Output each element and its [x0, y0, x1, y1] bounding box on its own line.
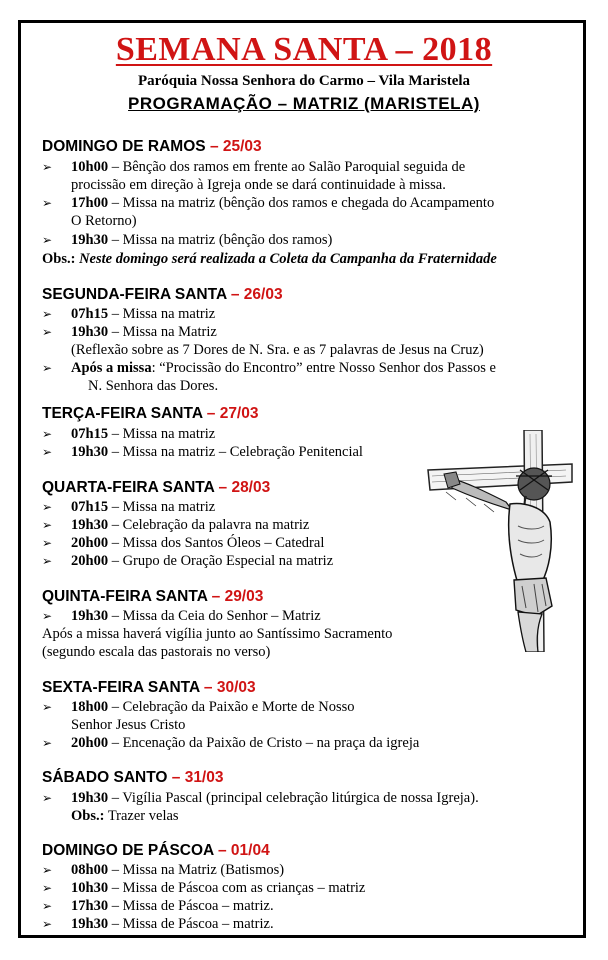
list-item-continuation: N. Senhora das Dores.: [88, 378, 219, 394]
list-item: ➢ 17h00 – Missa na matriz (bênção dos ramos e chegada do Acampamento: [42, 195, 495, 211]
arrow-bullet-icon: ➢: [42, 160, 53, 174]
list-item-continuation: (Reflexão sobre as 7 Dores de N. Sra. e as 7 palavras de Jesus na Cruz): [71, 342, 484, 358]
arrow-bullet-icon: ➢: [42, 445, 53, 459]
list-item: ➢ 19h30 – Missa na matriz – Celebração Penitencial: [42, 444, 363, 460]
note-text: (segundo escala das pastorais no verso): [42, 644, 271, 660]
arrow-bullet-icon: ➢: [42, 736, 53, 750]
day-heading-domingo-ramos: [42, 138, 262, 156]
list-item: ➢ 19h30 – Missa na Matriz: [42, 324, 217, 340]
arrow-bullet-icon: ➢: [42, 863, 53, 877]
list-item: ➢ 20h00 – Encenação da Paixão de Cristo – na praça da igreja: [42, 735, 420, 751]
arrow-bullet-icon: ➢: [42, 700, 53, 714]
program-heading: PROGRAMAÇÃO – MATRIZ (MARISTELA): [128, 94, 480, 113]
arrow-bullet-icon: ➢: [42, 917, 53, 931]
list-item-continuation: procissão em direção à Igreja onde se dará continuidade à missa.: [71, 177, 446, 193]
arrow-bullet-icon: ➢: [42, 899, 53, 913]
list-item-continuation: Senhor Jesus Cristo: [71, 717, 186, 733]
list-item: ➢ 10h30 – Missa de Páscoa com as crianças – matriz: [42, 880, 366, 896]
day-date: – 25/03: [209, 138, 262, 155]
list-item: ➢ 18h00 – Celebração da Paixão e Morte de Nosso: [42, 699, 355, 715]
arrow-bullet-icon: ➢: [42, 554, 53, 568]
arrow-bullet-icon: ➢: [42, 233, 53, 247]
parish-subtitle: Paróquia Nossa Senhora do Carmo – Vila Maristela: [137, 73, 471, 89]
arrow-bullet-icon: ➢: [42, 307, 53, 321]
list-item: ➢ 17h30 – Missa de Páscoa – matriz.: [42, 898, 274, 914]
list-item: ➢ 19h30 – Celebração da palavra na matriz: [42, 517, 310, 533]
day-heading-terca: TERÇA-FEIRA SANTA – 27/03: [42, 405, 259, 422]
list-item: ➢ 08h00 – Missa na Matriz (Batismos): [42, 862, 285, 878]
list-item: ➢ 19h30 – Missa de Páscoa – matriz.: [42, 916, 274, 932]
day-heading-sabado: SÁBADO SANTO – 31/03: [42, 769, 224, 786]
arrow-bullet-icon: ➢: [42, 500, 53, 514]
list-item: ➢ 07h15 – Missa na matriz: [42, 499, 216, 515]
day-heading-quarta: QUARTA-FEIRA SANTA – 28/03: [42, 479, 271, 496]
day-heading-quinta: QUINTA-FEIRA SANTA – 29/03: [42, 588, 264, 605]
arrow-bullet-icon: ➢: [42, 427, 53, 441]
list-item: ➢ 07h15 – Missa na matriz: [42, 306, 216, 322]
arrow-bullet-icon: ➢: [42, 881, 53, 895]
day-heading-segunda: SEGUNDA-FEIRA SANTA – 26/03: [42, 286, 283, 303]
day-name: DOMINGO DE RAMOS: [42, 138, 206, 155]
note-text: Após a missa haverá vigília junto ao Santíssimo Sacramento: [42, 626, 393, 642]
arrow-bullet-icon: ➢: [42, 325, 53, 339]
arrow-bullet-icon: ➢: [42, 609, 53, 623]
list-item: ➢ 19h30 – Vigília Pascal (principal celebração litúrgica de nossa Igreja).: [42, 790, 479, 806]
arrow-bullet-icon: ➢: [42, 536, 53, 550]
list-item: ➢ 10h00 – Bênção dos ramos em frente ao Salão Paroquial seguida de: [42, 159, 466, 175]
crucifix-illustration: [426, 430, 574, 652]
list-item: ➢ 20h00 – Grupo de Oração Especial na matriz: [42, 553, 334, 569]
arrow-bullet-icon: ➢: [42, 791, 53, 805]
list-item: ➢ 07h15 – Missa na matriz: [42, 426, 216, 442]
day-heading-sexta: SEXTA-FEIRA SANTA – 30/03: [42, 679, 256, 696]
arrow-bullet-icon: ➢: [42, 518, 53, 532]
arrow-bullet-icon: ➢: [42, 361, 53, 375]
list-item: ➢ 19h30 – Missa da Ceia do Senhor – Matriz: [42, 608, 321, 624]
day-heading-pascoa: DOMINGO DE PÁSCOA – 01/04: [42, 842, 270, 859]
obs-note: Obs.: Trazer velas: [71, 808, 179, 824]
obs-note: Obs.: Neste domingo será realizada a Coleta da Campanha da Fraternidade: [42, 251, 497, 267]
arrow-bullet-icon: ➢: [42, 196, 53, 210]
page-title: SEMANA SANTA – 2018: [115, 31, 493, 68]
list-item: ➢ 20h00 – Missa dos Santos Óleos – Catedral: [42, 535, 325, 551]
list-item-continuation: O Retorno): [71, 213, 137, 229]
list-item: ➢ Após a missa: “Procissão do Encontro” entre Nosso Senhor dos Passos e: [42, 360, 496, 376]
list-item: ➢ 19h30 – Missa na matriz (bênção dos ramos): [42, 232, 333, 248]
